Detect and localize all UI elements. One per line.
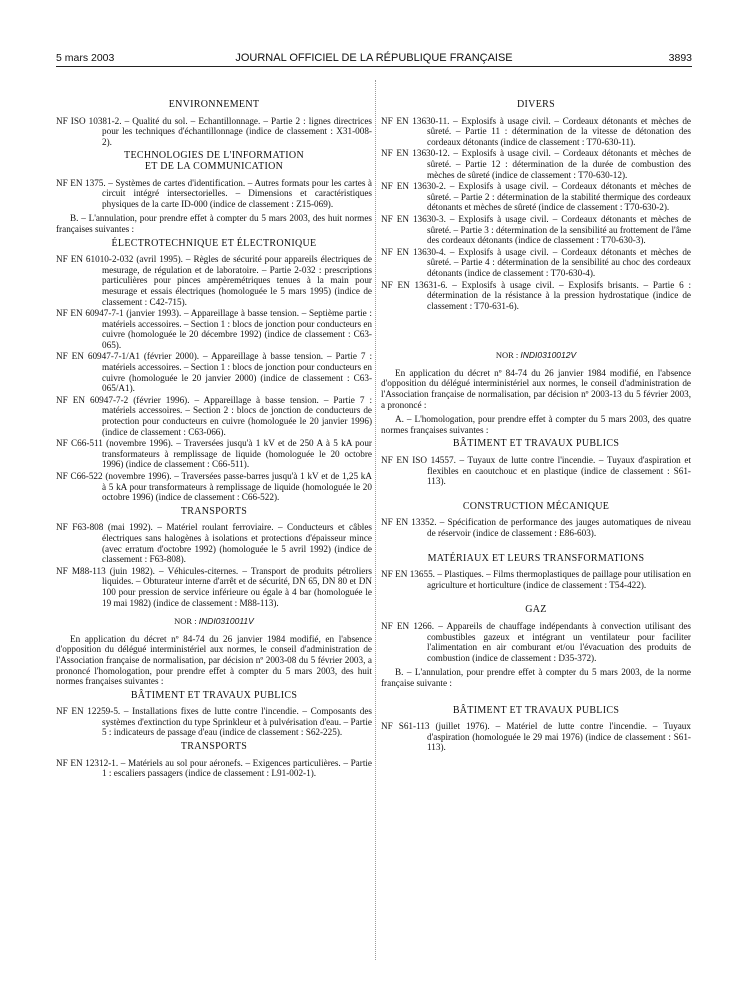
section-heading-line: TRANSPORTS [180,741,248,753]
standard-entry: NF M88-113 (juin 1982). – Véhicules-citernes. – Transport de produits pétroliers liquides. – Obturateur interne d'arrêt et de sécurité, DN 65, DN 80 et DN 100 pour pression de service inférieure ou égale à 4 bar (homologuée le 19 mai 1982) (indice de classement : M88-113). [56,565,372,608]
header-journal-title: JOURNAL OFFICIEL DE LA RÉPUBLIQUE FRANÇAISE [235,52,513,64]
standard-entry: NF EN 12259-5. – Installations fixes de lutte contre l'incendie. – Composants des systèmes d'extinction du type Sprinkleur et à pulvérisation d'eau. – Partie 5 : indicateurs de passage d'eau (indice de classement : S62-225). [56,706,372,738]
paragraph: En application du décret nº 84-74 du 26 janvier 1984 modifié, en l'absence d'opposition du délégué interministériel aux normes, le conseil d'administration de l'Association française de normalisation, par décision nº 2003-08 du 5 février 2003, a prononcé l'homologation, pour prendre effet à compter du 5 mars 2003, des huit normes françaises suivantes : [56,633,372,687]
paragraph: En application du décret nº 84-74 du 26 janvier 1984 modifié, en l'absence d'opposition du délégué interministériel aux normes, le conseil d'administration de l'Association française de normalisation, par décision nº 2003-13 du 5 février 2003, a prononcé : [381,367,691,410]
standard-entry: NF EN 13630-11. – Explosifs à usage civil. – Cordeaux détonants et mèches de sûreté. – Partie 11 : détermination de la vitesse de détonation des cordeaux détonants (indice de classement : T70-630-11). [381,115,691,147]
section-heading [381,100,691,111]
nor-reference [56,616,372,627]
left-column [56,96,372,780]
section-heading [381,605,691,616]
header-page-number: 3893 [668,52,692,64]
standard-entry: NF EN 60947-7-1/A1 (février 2000). – Appareillage à basse tension. – Partie 7 : matériels accessoires. – Section 1 : blocs de jonction pour conducteurs en cuivre (homologuée le 20 janvier 2000) (indice de classement : C63-065/A1). [56,351,372,394]
nor-code: INDI0310012V [520,350,577,361]
standard-entry: NF ISO 10381-2. – Qualité du sol. – Echantillonnage. – Partie 2 : lignes directrices pour les techniques d'échantillonnage (indice de classement : X31-008-2). [56,115,372,147]
standard-entry: NF EN 13630-4. – Explosifs à usage civil. – Cordeaux détonants et mèches de sûreté. – Partie 4 : détermination de la sensibilité au choc des cordeaux détonants (indice de classement : T70-630-4). [381,246,691,278]
spacer [381,692,691,702]
section-heading [381,502,691,513]
section-heading [56,742,372,753]
spacer [381,312,691,342]
section-heading-line: MATÉRIAUX ET LEURS TRANSFORMATIONS [427,552,645,564]
standard-entry: NF C66-511 (novembre 1996). – Traversées jusqu'à 1 kV et de 250 A à 5 kA pour transformateurs à remplissage de liquide (homologuée le 20 octobre 1996) (indice de classement : C66-511). [56,438,372,470]
standard-entry: NF EN 60947-7-2 (février 1996). – Appareillage à basse tension. – Partie 7 : matériels accessoires. – Section 2 : blocs de jonction de conducteurs de protection pour conducteurs en cuivre (homologuée le 20 janvier 1996) (indice de classement : C63-066). [56,394,372,437]
section-heading [381,554,691,565]
spacer [381,540,691,550]
standard-entry: NF S61-113 (juillet 1976). – Matériel de lutte contre l'incendie. – Tuyaux d'aspiration (homologuée le 29 mai 1976) (indice de classement : S61-113). [381,721,691,753]
standard-entry: NF EN 1375. – Systèmes de cartes d'identification. – Autres formats pour les cartes à circuit intégré intersectorielles. – Dimensions et caractéristiques physiques de la carte ID-000 (indice de classement : Z15-069). [56,177,372,209]
section-heading-line: TRANSPORTS [180,505,248,517]
section-heading-line: ENVIRONNEMENT [168,99,260,110]
section-heading-line: BÂTIMENT ET TRAVAUX PUBLICS [130,689,298,701]
section-heading [381,706,691,717]
section-heading [381,439,691,450]
nor-label: NOR : [174,616,197,627]
right-column [381,96,691,754]
standard-entry: NF C66-522 (novembre 1996). – Traversées passe-barres jusqu'à 1 kV et de 1,25 kA à 5 kA pour transformateurs à remplissage de liquide (homologuée le 20 octobre 1996) (indice de classement : C66-522). [56,471,372,503]
section-heading-line: CONSTRUCTION MÉCANIQUE [462,500,610,512]
spacer [381,488,691,498]
nor-label: NOR : [495,350,519,361]
section-heading-line: DIVERS [517,99,555,110]
section-heading [56,151,372,172]
standard-entry: NF EN 13630-12. – Explosifs à usage civil. – Cordeaux détonants et mèches de sûreté. – Partie 12 : détermination de la durée de combustion des mèches de sûreté (indice de classement : T70-630-12). [381,148,691,180]
nor-reference [381,350,691,361]
paragraph: B. – L'annulation, pour prendre effet à compter du 5 mars 2003, des huit normes françaises suivantes : [56,213,372,234]
standard-entry: NF EN 12312-1. – Matériels au sol pour aéronefs. – Exigences particulières. – Partie 1 : escaliers passagers (indice de classement : L91-002-1). [56,757,372,779]
standard-entry: NF EN 13630-3. – Explosifs à usage civil. – Cordeaux détonants et mèches de sûreté. – Partie 3 : détermination de la sensibilité au frottement de l'âme des cordeaux détonants (indice de classement : T70-630-3). [381,213,691,246]
section-heading [56,100,372,111]
standard-entry: NF EN 1266. – Appareils de chauffage indépendants à convection utilisant des combustibles gazeux et intégrant un ventilateur pour faciliter l'alimentation en air comburant et/ou l'évacuation des produits de combustion (indice de classement : D35-372). [381,620,691,663]
section-heading [56,507,372,518]
section-heading-line: BÂTIMENT ET TRAVAUX PUBLICS [452,704,620,716]
standard-entry: NF EN 13352. – Spécification de performance des jauges automatiques de niveau de réservoir (indice de classement : E86-603). [381,517,691,538]
nor-code: INDI0310011V [198,616,254,627]
standard-entry: NF EN 60947-7-1 (janvier 1993). – Appareillage à basse tension. – Septième partie : matériels accessoires. – Section 1 : blocs de jonction pour conducteurs en cuivre (homologuée le 20 décembre 1992) (indice de classement : C63-065). [56,308,372,350]
section-heading-line: ET DE LA COMMUNICATION [144,160,284,172]
section-heading [56,239,372,250]
header-date: 5 mars 2003 [56,52,115,64]
standard-entry: NF EN 13631-6. – Explosifs à usage civil. – Explosifs brisants. – Partie 6 : détermination de la résistance à la pression hydrostatique (indice de classement : T70-631-6). [381,279,691,311]
standard-entry: NF F63-808 (mai 1992). – Matériel roulant ferroviaire. – Conducteurs et câbles électriques sans halogènes à isolations et protections d'épaisseur mince (avec erratum d'octobre 1992) (homologuée le 5 avril 1992) (indice de classement : F63-808). [56,522,372,565]
section-heading-line: ÉLECTROTECHNIQUE ET ÉLECTRONIQUE [111,237,317,249]
section-heading-line: TECHNOLOGIES DE L'INFORMATION [124,150,304,162]
standard-entry: NF EN 13655. – Plastiques. – Films thermoplastiques de paillage pour utilisation en agriculture et horticulture (indice de classement : T54-422). [381,569,691,590]
paragraph: A. – L'homologation, pour prendre effet à compter du 5 mars 2003, des quatre normes françaises suivantes : [381,414,691,435]
section-heading [56,691,372,702]
standard-entry: NF EN 13630-2. – Explosifs à usage civil. – Cordeaux détonants et mèches de sûreté. – Partie 2 : détermination de la stabilité thermique des cordeaux détonants et mèches de sûreté (indice de classement : T70-630-2). [381,181,691,213]
standard-entry: NF EN ISO 14557. – Tuyaux de lutte contre l'incendie. – Tuyaux d'aspiration et flexibles en caoutchouc et en plastique (indice de classement : S61-113). [381,455,691,487]
page-header [56,52,692,67]
spacer [381,591,691,601]
column-divider [375,80,376,960]
section-heading-line: BÂTIMENT ET TRAVAUX PUBLICS [452,438,620,450]
section-heading-line: GAZ [525,604,547,616]
paragraph: B. – L'annulation, pour prendre effet à compter du 5 mars 2003, de la norme française suivante : [381,667,691,688]
standard-entry: NF EN 61010-2-032 (avril 1995). – Règles de sécurité pour appareils électriques de mesurage, de régulation et de laboratoire. – Partie 2-032 : prescriptions particulières pour pinces ampèremétriques tenues à la main pour mesurage et essais électriques (homologuée le 5 mars 1995) (indice de classement : C42-715). [56,254,372,307]
